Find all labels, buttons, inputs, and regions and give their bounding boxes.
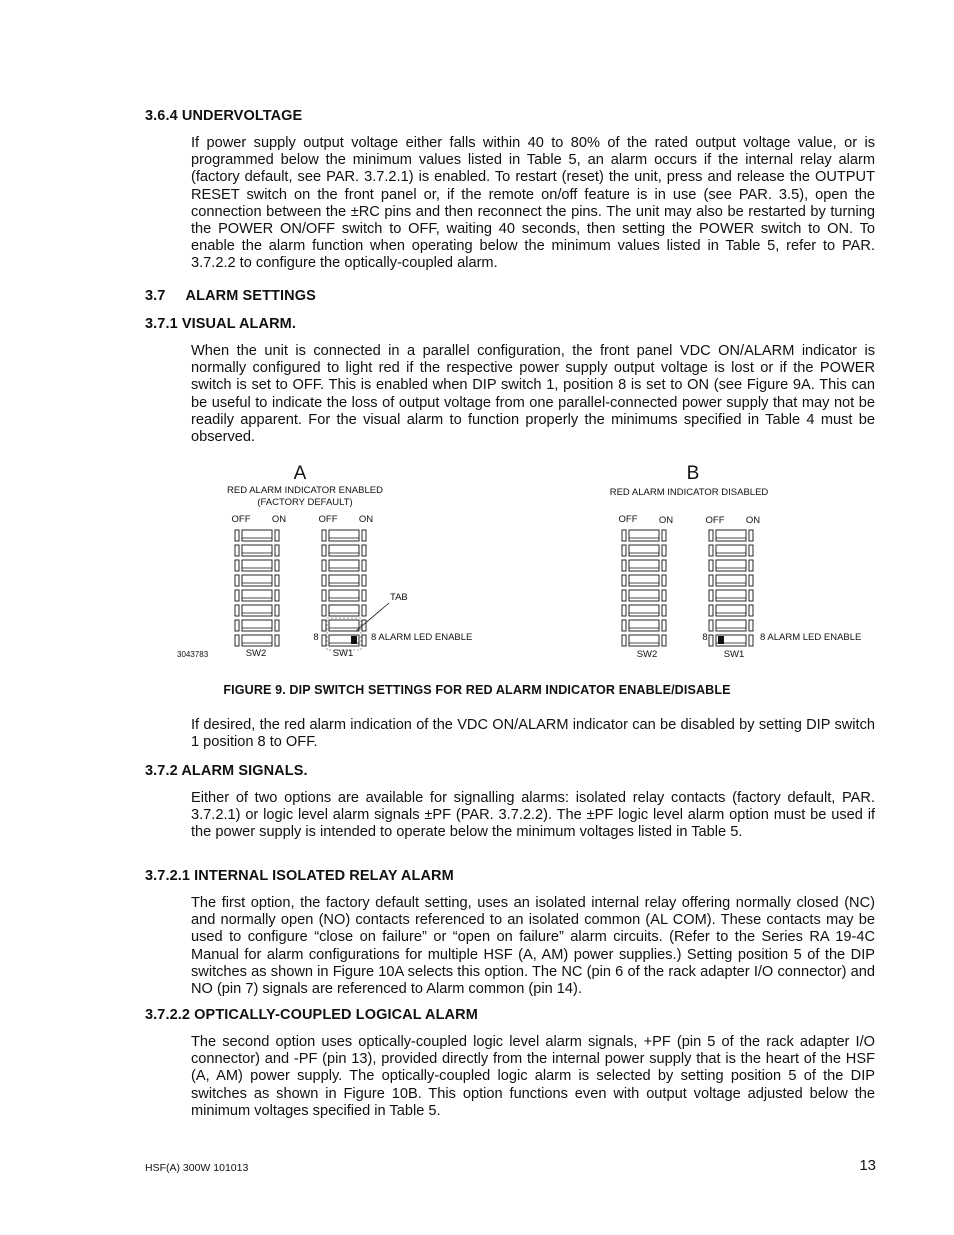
footer-doc-id: HSF(A) 300W 101013 [145,1162,249,1174]
dip-switch-slot [329,605,359,616]
dip-pin-right [749,590,753,601]
dip-pin-left [322,530,326,541]
dip-pin-left [322,575,326,586]
panel-a-sw1-label: SW1 [332,648,354,659]
paragraph-alarm-signals: Either of two options are available for signalling alarms: isolated relay contacts (factory default, PAR. 3.7.2.1) or logic level alarm signals ±PF (PAR. 3.7.2.2). The ±PF logic level alarm option must be used if the power supply is intended to operate below the minimum voltages listed in Table 5. [191,790,875,841]
panel-b-sw1-switch [709,530,753,646]
dip-pin-left [709,620,713,631]
dip-pin-right [662,560,666,571]
dip-switch-slot [629,560,659,571]
panel-b-title: RED ALARM INDICATOR DISABLED [609,487,769,498]
panel-a-sw2-switch [235,530,279,646]
dip-pin-left [622,530,626,541]
dip-pin-left [322,560,326,571]
dip-switch-slot [629,605,659,616]
dip-switch-slot [329,620,359,631]
paragraph-visual-alarm: When the unit is connected in a parallel configuration, the front panel VDC ON/ALARM indicator is normally configured to light red if the respective power supply output voltage is lost or if the POWER switch is set to OFF. This is enabled when DIP switch 1, position 8 is set to ON (see Figure 9A. This can be useful to indicate the loss of output voltage from one parallel-connected power supply that may not be readily apparent. For the visual alarm to function properly the minimums specified in Table 4 must be observed. [191,343,875,446]
dip-pin-left [322,620,326,631]
dip-switch-slot [716,575,746,586]
paragraph-optical-alarm: The second option uses optically-coupled logic level alarm signals, +PF (pin 5 of the rack adapter I/O connector) and -PF (pin 13), provided directly from the internal power supply that is the heart of the HSF (A, AM) power supply. The optically-coupled logic alarm is selected by setting position 5 of the DIP switches as shown in Figure 10B. This option functions even with output voltage adjusted below the minimum voltages specified in Table 5. [191,1034,875,1119]
dip-pin-left [322,545,326,556]
dip-pin-left [235,575,239,586]
paragraph-disable-alarm: If desired, the red alarm indication of the VDC ON/ALARM indicator can be disabled by setting DIP switch 1 position 8 to OFF. [191,717,875,751]
dip-switch-slot [629,575,659,586]
dip-switch-slot [242,635,272,646]
heading-relay-alarm: 3.7.2.1 INTERNAL ISOLATED RELAY ALARM [145,868,454,884]
dip-pin-right [362,575,366,586]
dip-switch-slot [629,545,659,556]
dip-switch-slot [629,590,659,601]
dip-pin-left [622,605,626,616]
dip-switch-slot [329,530,359,541]
dip-switch-knob-position-8 [351,636,357,644]
dip-pin-right [749,635,753,646]
panel-a-subtitle: (FACTORY DEFAULT) [257,497,353,508]
dip-switch-slot [242,620,272,631]
dip-pin-right [275,560,279,571]
paragraph-undervoltage: If power supply output voltage either falls within 40 to 80% of the rated output voltage value, or is programmed below the minimum values listed in Table 5, an alarm occurs if the internal relay alarm (factory default, see PAR. 3.7.2.1) is enabled. To restart (reset) the unit, press and release the OUTPUT RESET switch on the front panel or, if the remote on/off feature is in use (see PAR. 3.5), open the connection between the ±RC pins and then reconnect the pins. The unit may also be restarted by turning the POWER ON/OFF switch to OFF, waiting 40 seconds, then setting the POWER switch to ON. To enable the alarm function when operating below the minimum values listed in Table 5, refer to PAR. 3.7.2.2 to configure the optically-coupled alarm. [191,135,875,272]
panel-b-position-8: 8 [702,632,708,643]
dip-switch-slot [716,545,746,556]
dip-pin-left [322,605,326,616]
figure-dip-switches [0,455,954,665]
dip-pin-right [749,575,753,586]
panel-b-sw1-on-label: ON [745,515,761,526]
dip-switch-slot [629,635,659,646]
panel-a-tab-leader [356,603,389,631]
dip-pin-left [622,635,626,646]
dip-switch-slot [716,605,746,616]
dip-switch-slot [329,575,359,586]
dip-pin-right [662,530,666,541]
dip-switch-slot [716,620,746,631]
dip-pin-left [235,620,239,631]
panel-a-position-8: 8 [313,632,319,643]
dip-pin-left [709,560,713,571]
drawing-number: 3043783 [177,650,209,659]
dip-switch-slot [242,545,272,556]
dip-pin-left [709,590,713,601]
dip-switch-knob-position-8 [718,636,724,644]
dip-switch-slot [242,605,272,616]
dip-pin-right [749,530,753,541]
dip-pin-left [235,635,239,646]
dip-switch-slot [242,575,272,586]
dip-pin-right [275,635,279,646]
dip-pin-right [662,635,666,646]
dip-pin-left [235,530,239,541]
heading-optical-alarm: 3.7.2.2 OPTICALLY-COUPLED LOGICAL ALARM [145,1007,478,1023]
panel-b-sw1-label: SW1 [723,649,745,660]
dip-pin-right [275,620,279,631]
dip-pin-left [322,590,326,601]
dip-pin-right [662,575,666,586]
panel-a-sw1-off-label: OFF [318,514,338,525]
panel-a-sw2-off-label: OFF [231,514,251,525]
figure-caption: FIGURE 9. DIP SWITCH SETTINGS FOR RED ALARM INDICATOR ENABLE/DISABLE [223,683,731,697]
panel-b-sw1-off-label: OFF [705,515,725,526]
dip-pin-right [749,545,753,556]
heading-alarm-signals: 3.7.2 ALARM SIGNALS. [145,763,308,779]
dip-pin-right [662,545,666,556]
dip-pin-left [322,635,326,646]
dip-pin-right [662,590,666,601]
panel-a-sw1-on-label: ON [358,514,374,525]
panel-a-title: RED ALARM INDICATOR ENABLED [227,485,383,496]
page-number: 13 [859,1157,876,1174]
dip-switch-slot [629,620,659,631]
dip-switch-slot [716,590,746,601]
panel-a-led-label: 8 ALARM LED ENABLE [371,632,473,643]
dip-switch-slot [329,545,359,556]
panel-a-sw2-label: SW2 [245,648,267,659]
dip-pin-left [709,545,713,556]
dip-pin-right [362,545,366,556]
dip-pin-right [275,575,279,586]
dip-pin-right [275,530,279,541]
dip-switch-slot [629,530,659,541]
dip-pin-left [235,590,239,601]
dip-pin-left [709,605,713,616]
panel-b-sw2-off-label: OFF [618,514,638,525]
dip-pin-left [709,575,713,586]
dip-switch-slot [329,590,359,601]
dip-switch-slot [329,560,359,571]
panel-b-letter: B [686,463,700,484]
dip-pin-left [709,635,713,646]
dip-switch-slot [242,530,272,541]
dip-pin-left [709,530,713,541]
dip-pin-right [662,620,666,631]
heading-undervoltage: 3.6.4 UNDERVOLTAGE [145,108,303,124]
dip-pin-right [749,620,753,631]
dip-pin-right [362,530,366,541]
dip-pin-right [662,605,666,616]
dip-switch-slot [242,590,272,601]
dip-pin-left [622,590,626,601]
panel-a-tab-label: TAB [390,592,408,603]
paragraph-relay-alarm: The first option, the factory default setting, uses an isolated internal relay offering normally closed (NC) and normally open (NO) contacts referenced to an isolated common (AL COM). These contacts may be used to configure “close on failure” or “open on failure” alarm circuits. (Refer to the Series RA 19-4C Manual for alarm configurations for multiple HSF (A, AM) power supplies.) Setting position 5 of the DIP switches as shown in Figure 10A selects this option. The NC (pin 6 of the rack adapter I/O connector) and NO (pin 7) signals are referenced to Alarm common (pin 14). [191,895,875,998]
dip-pin-left [235,545,239,556]
heading-alarm-settings: 3.7 ALARM SETTINGS [145,288,316,304]
dip-switch-slot [242,560,272,571]
dip-pin-right [362,605,366,616]
dip-pin-right [749,560,753,571]
dip-pin-left [622,545,626,556]
panel-b-led-label: 8 ALARM LED ENABLE [760,632,862,643]
heading-visual-alarm: 3.7.1 VISUAL ALARM. [145,316,296,332]
dip-switch-slot [716,560,746,571]
panel-b-sw2-label: SW2 [636,649,658,660]
dip-pin-right [275,590,279,601]
panel-a-sw2-on-label: ON [271,514,287,525]
dip-pin-right [362,635,366,646]
dip-pin-left [622,560,626,571]
dip-pin-left [622,620,626,631]
panel-b-sw2-on-label: ON [658,515,674,526]
dip-pin-right [362,590,366,601]
dip-switch-slot [716,530,746,541]
panel-b-sw2-switch [622,530,666,646]
dip-pin-right [749,605,753,616]
dip-pin-right [362,560,366,571]
dip-pin-right [275,545,279,556]
panel-a-sw1-switch [322,530,366,650]
panel-a-letter: A [293,463,307,484]
dip-pin-left [235,605,239,616]
dip-pin-left [622,575,626,586]
dip-pin-left [235,560,239,571]
dip-pin-right [275,605,279,616]
